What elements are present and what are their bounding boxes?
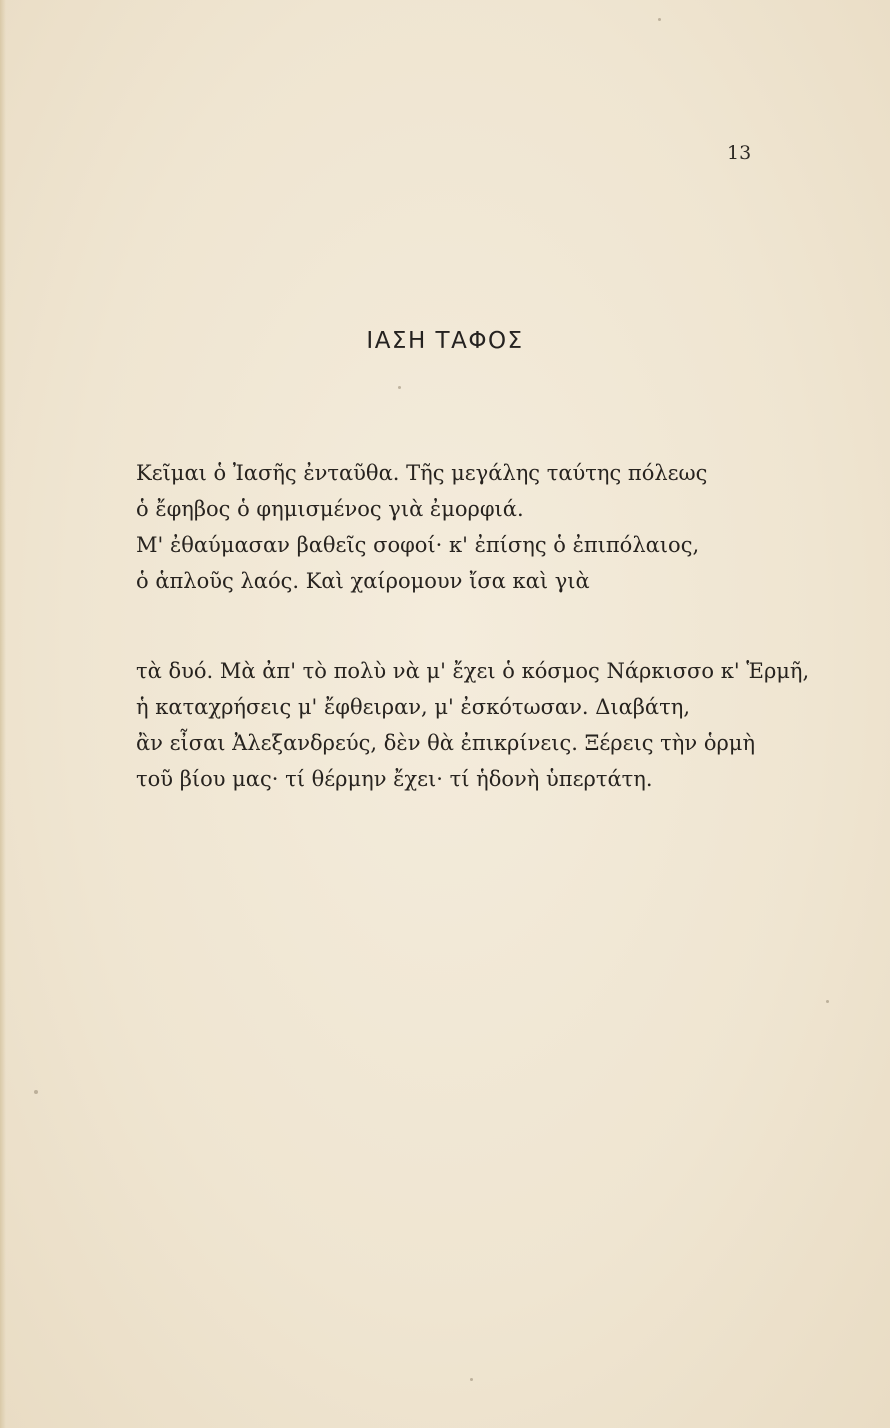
poem-line: τοῦ βίου μας· τί θέρμην ἔχει· τί ἡδονὴ ὑπερτάτη.	[136, 767, 653, 791]
poem-line: ἡ καταχρήσεις μ' ἔφθειραν, μ' ἐσκότωσαν. Διαβάτη,	[136, 695, 690, 719]
poem-stanza-2	[136, 653, 836, 797]
poem-line: ὁ ἁπλοῦς λαός. Καὶ χαίρομουν ἴσα καὶ γιὰ	[136, 569, 590, 593]
poem-line: Κεῖμαι ὁ Ἰασῆς ἐνταῦθα. Τῆς μεγάλης ταύτης πόλεως	[136, 461, 708, 485]
poem-title: ΙΑΣΗ ΤΑΦΟΣ	[366, 328, 524, 354]
paper-speck	[826, 1000, 829, 1003]
page-number: 13	[727, 142, 752, 164]
poem-stanza-1	[136, 455, 836, 599]
paper-speck	[658, 18, 661, 21]
poem-line: ἂν εἶσαι Ἀλεξανδρεύς, δὲν θὰ ἐπικρίνεις. Ξέρεις τὴν ὁρμὴ	[136, 731, 756, 755]
poem-line: Μ' ἐθαύμασαν βαθεῖς σοφοί· κ' ἐπίσης ὁ ἐπιπόλαιος,	[136, 533, 700, 557]
page-binding-edge	[0, 0, 6, 1428]
poem-line: τὰ δυό. Μὰ ἀπ' τὸ πολὺ νὰ μ' ἔχει ὁ κόσμος Νάρκισσο κ' Ἑρμῆ,	[136, 659, 810, 683]
paper-speck	[34, 1090, 38, 1094]
poem-line: ὁ ἔφηβος ὁ φημισμένος γιὰ ἐμορφιά.	[136, 497, 524, 521]
paper-speck	[398, 386, 401, 389]
paper-speck	[470, 1378, 473, 1381]
